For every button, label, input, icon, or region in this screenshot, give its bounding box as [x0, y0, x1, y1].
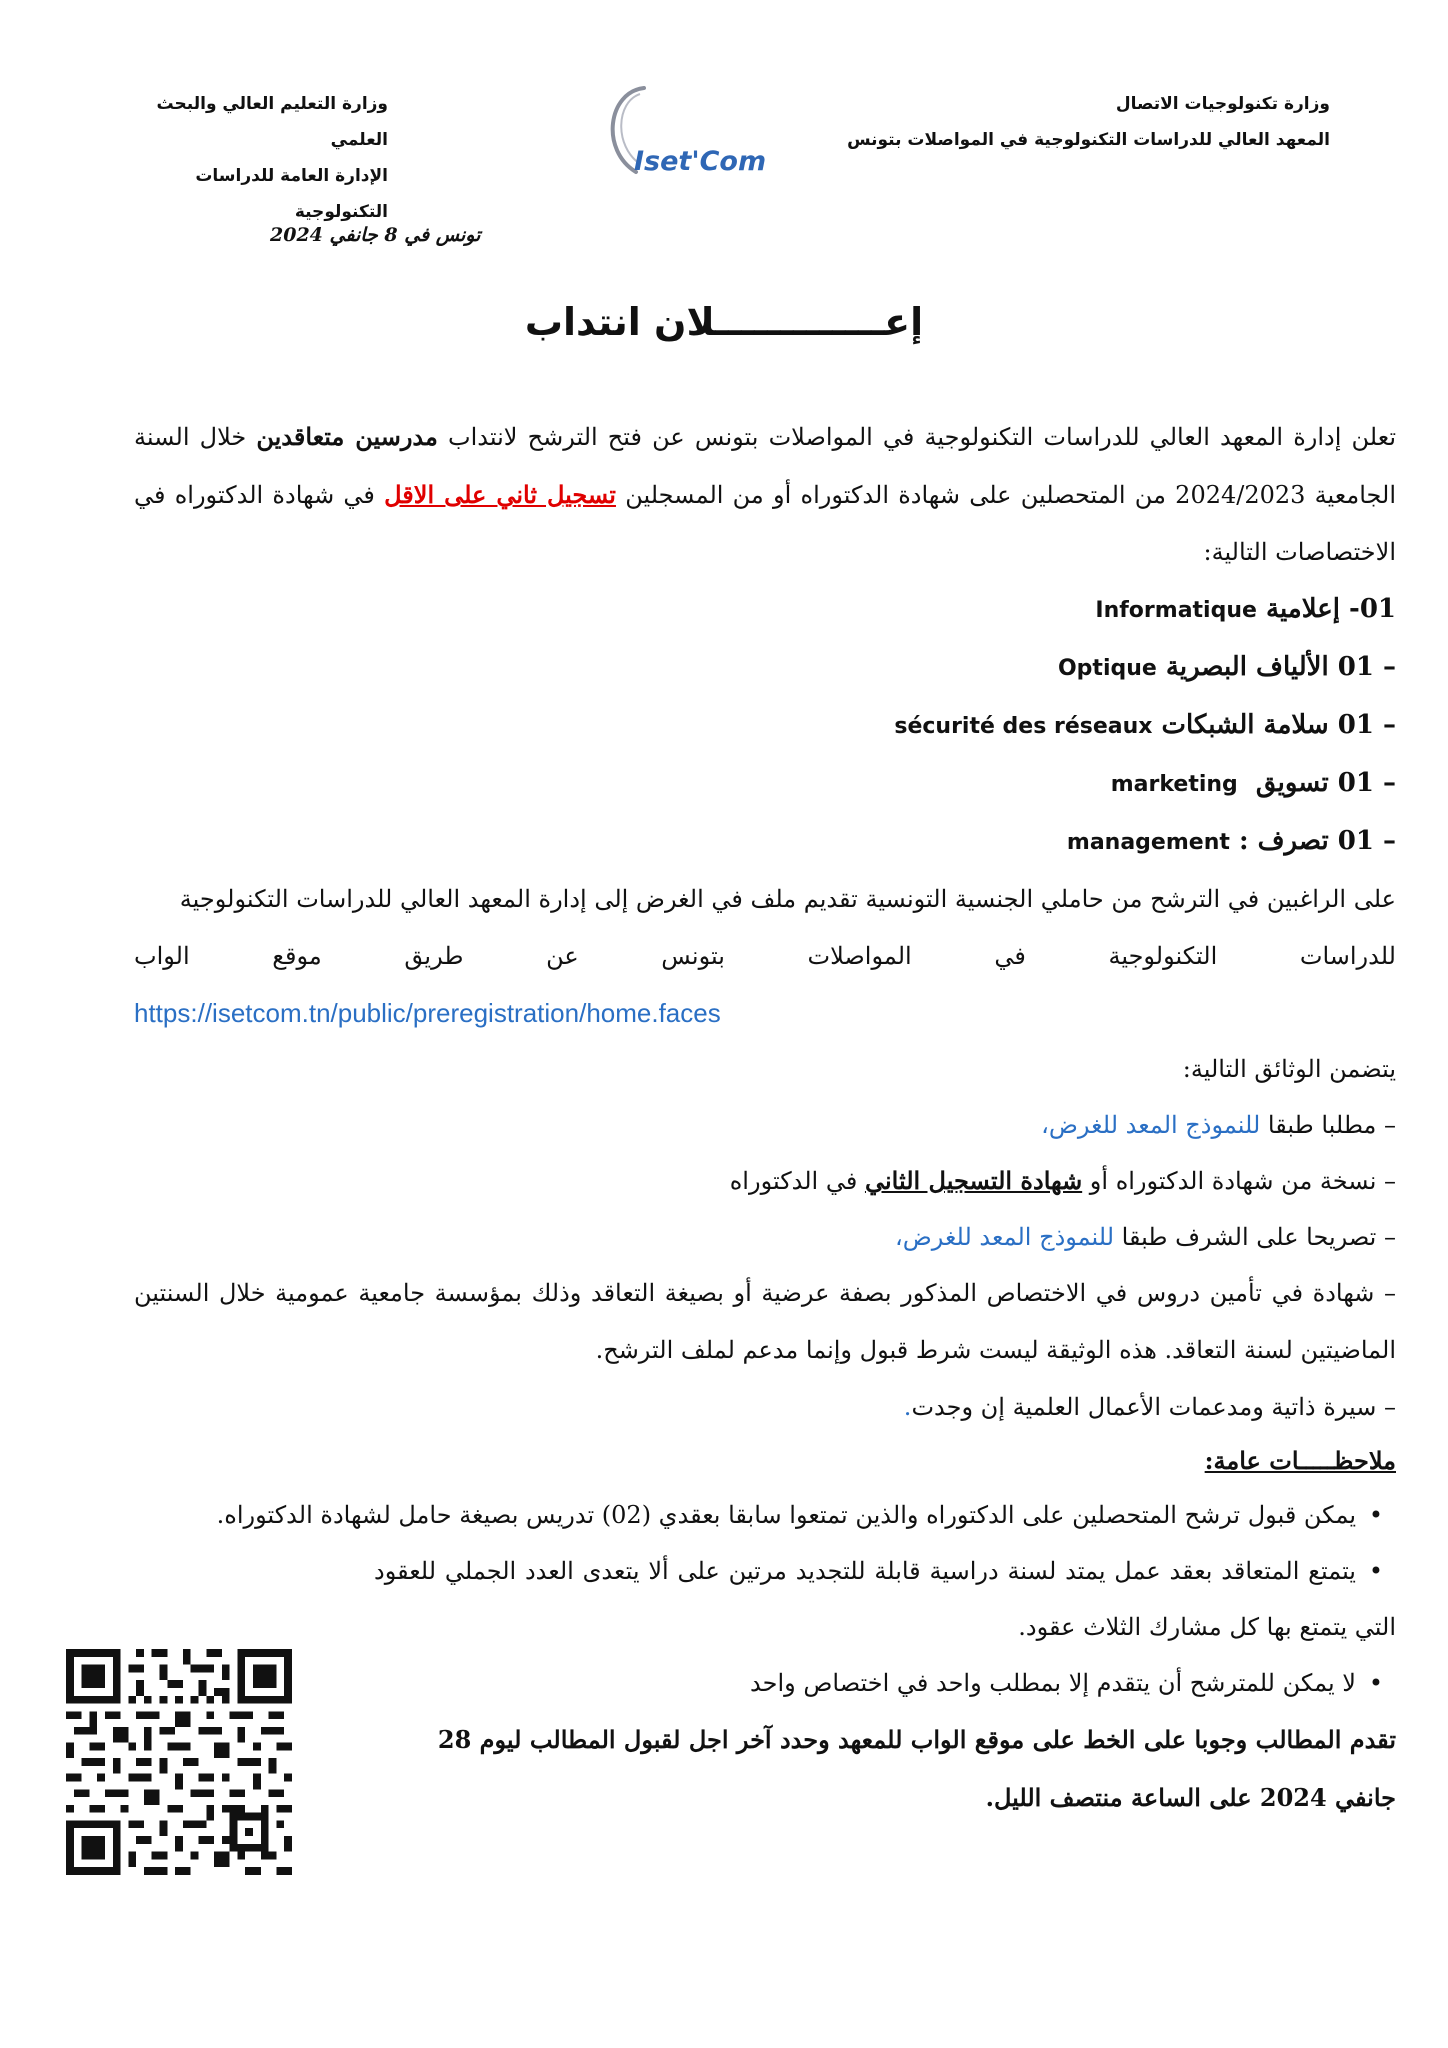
- notes-with-qr: [374, 1543, 1396, 1827]
- general-notes-title: ملاحظـــــات عامة:: [1204, 1446, 1396, 1475]
- document-item: – شهادة في تأمين دروس في الاختصاص المذكور بصفة عرضية أو بصيغة التعاقد وذلك بمؤسسة جامعية عمومية خلال السنتين الماضيتين لسنة التعاقد. هذه الوثيقة ليست شرط قبول وإنما مدعم لملف الترشح.: [134, 1279, 1396, 1364]
- specialty-item: – 01 سلامة الشبكات sécurité des réseaux: [894, 710, 1396, 740]
- specialties-list: [134, 581, 1396, 871]
- note-item: •يتمتع المتعاقد بعقد عمل يمتد لسنة دراسية قابلة للتجديد مرتين على ألا يتعدى العدد الجملي للعقود التي يتمتع بها كل مشارك الثلاث عقود.: [374, 1557, 1396, 1641]
- deadline-date-line: جانفي 2024 على الساعة منتصف الليل.: [985, 1783, 1396, 1812]
- document-item: – تصريحا على الشرف طبقا للنموذج المعد للغرض،: [894, 1223, 1396, 1251]
- header-ministry-right: [847, 86, 1330, 158]
- document-date: تونس في 8 جانفي 2024: [270, 224, 481, 246]
- second-registration-highlight: تسجيل ثاني على الاقل: [384, 480, 616, 509]
- application-instructions: على الراغبين في الترشح من حاملي الجنسية التونسية تقديم ملف في الغرض إلى إدارة المعهد العالي للدراسات التكنولوجية: [179, 885, 1396, 913]
- specialty-item: 01- إعلامية Informatique: [1095, 594, 1396, 624]
- intro-paragraph: تعلن إدارة المعهد العالي للدراسات التكنولوجية في المواصلات بتونس عن فتح الترشح لانتداب مدرسين متعاقدين خلال السنة الجامعية 2024/2023 من المتحصلين على شهادة الدكتوراه أو من المسجلين تسجيل ثاني على الاقل في شهادة الدكتوراه في الاختصاصات التالية:: [134, 422, 1397, 566]
- specialty-item: – 01 تصرف : management: [1066, 826, 1396, 856]
- document-item: – مطلبا طبقا للنموذج المعد للغرض،: [1041, 1111, 1396, 1139]
- directorate-name: الإدارة العامة للدراسات التكنولوجية: [195, 166, 388, 222]
- specialty-item: – 01 الألياف البصرية Optique: [1057, 652, 1396, 682]
- document-item: – نسخة من شهادة الدكتوراه أو شهادة التسجيل الثاني في الدكتوراه: [729, 1166, 1396, 1195]
- institute-name: المعهد العالي للدراسات التكنولوجية في المواصلات بتونس: [847, 130, 1330, 150]
- application-website-line: للدراسات التكنولوجية في المواصلات بتونس عن طريق موقع الواب: [134, 942, 1396, 970]
- specialty-item: – 01 تسويق marketing: [1110, 768, 1396, 798]
- isetcom-logo: [586, 80, 766, 190]
- page-title: إعـــــــــــــلان انتداب: [524, 300, 924, 344]
- ministry-name: وزارة تكنولوجيات الاتصال: [1115, 94, 1330, 114]
- header-ministry-left: [98, 86, 388, 230]
- document-body: [134, 408, 1396, 1827]
- qr-code: [66, 1649, 292, 1875]
- logo-text: Iset'Com: [634, 146, 766, 177]
- note-item: •لا يمكن للمترشح أن يتقدم إلا بمطلب واحد في اختصاص واحد: [750, 1669, 1384, 1697]
- higher-ed-ministry: وزارة التعليم العالي والبحث العلمي: [156, 94, 388, 150]
- document-item: – سيرة ذاتية ومدعمات الأعمال العلمية إن وجدت.: [903, 1393, 1396, 1421]
- contract-teachers: مدرسين متعاقدين: [256, 422, 438, 451]
- documents-intro: يتضمن الوثائق التالية:: [1182, 1055, 1396, 1083]
- preregistration-link[interactable]: https://isetcom.tn/public/preregistration/home.faces: [134, 998, 721, 1028]
- note-item: •يمكن قبول ترشح المتحصلين على الدكتوراه والذين تمتعوا سابقا بعقدي (02) تدريس بصيغة حامل لشهادة الدكتوراه.: [216, 1501, 1384, 1529]
- deadline-line: تقدم المطالب وجوبا على الخط على موقع الواب للمعهد وحدد آخر اجل لقبول المطالب ليوم 28: [437, 1725, 1396, 1754]
